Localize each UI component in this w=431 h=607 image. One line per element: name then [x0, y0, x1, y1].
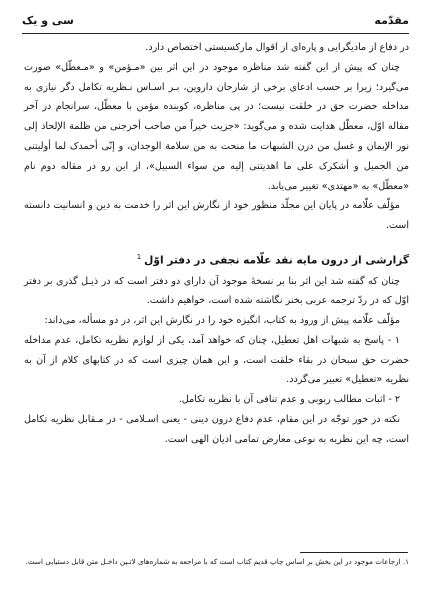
list-item: ۲ - اثبات مطالب ربوبی و عدم تنافی آن با نظریه تکامل. [178, 394, 400, 406]
paragraph: مؤلّف علّامه پیش از ورود به کتاب، انگیزه خود را در نگارش این اثر، در دو مسأله، می‌داند: [44, 315, 400, 327]
header-rule [22, 33, 409, 34]
footnote: ۱. ارجاعات موجود در این بخش بر اساس چاپ قدیم کتاب است که با مراجعه به شماره‌های لاتـین داخـل متن قابل دستیابی است. [25, 557, 409, 566]
paragraph: نکته در خور توجّه در این مقام، عدم دفاع درون دینی - یعنی اسـلامی - در مـقابل نظریه تکامل است، چه این نظریه به نوعی معارض تمامی ادیان الهی است. [24, 414, 409, 445]
paragraph: چنان که پیش از این گفته شد مناظره موجود در این اثر بین «مـؤمن» و «مـعطّل» صورت می‌گیرد؛ زیرا بر حسب ادعای برخی از شارحان داروین، بـر اسـاس نـظریه تکامل دگر نیازی به مداخله حضرت حق در خلقت نیست؛ در پی مناظره‌، کوبنده مؤمن با معطّل، سرانجام در آخر مقاله اوّل، معطّل هدایت شده و می‌گوید: «جزیت خیراً من صاحب أخرجنی من ظلمة الإلحاد إلى نور الإیمان و غسل من درن الشبهات ما منحت به من سلامة الوجدان، و إنّی أحمدک لما أولیتنی من الجمیل و أشکرک علی ما اهدیتنی إلیه من سواء السبیل»، از این رو در مقاله دوم نام «معطّل» به «مهتدی» تغییر می‌یابد. [24, 61, 409, 192]
footnote-marker: 1 [136, 252, 142, 261]
footnote-rule [300, 552, 408, 553]
paragraph: چنان که گفته شد این اثر بنا بر نسخهٔ موجود آن دارای دو دفتر است که در ذیـل گذری بر دفتر اوّل که در ردّ ترجمه عربی بخنر نگاشته شده است، خواهیم داشت. [24, 275, 409, 307]
paragraph: در دفاع از مادیگرایی و پاره‌ای از اقوال مارکسیستی اختصاص دارد. [145, 42, 409, 53]
section-spacer [24, 236, 409, 246]
section-heading-text: گزارشی از درون مایه نقد علّامه نجفی در دفتر اوّل [144, 254, 409, 267]
running-title: مقدّمه [374, 14, 409, 27]
paragraph: مؤلّف علّامه در پایان این مجلّد منظور خود از نگارش این اثر را خدمت به دین و انسانیت دانسته است. [24, 200, 409, 232]
section-heading [24, 246, 409, 272]
running-header [22, 14, 409, 30]
list-item: ۱ - پاسخ به شبهات اهل تعطیل، چنان که خواهد آمد، یکی از لوازم نظریه تکامل، عدم مداخله حضرت حق سبحان در بقاء خلقت است، و این همان چیزی است که در کتابهای کلام از آن به نظریه «تعطیل» تعبیر می‌گردد. [24, 334, 409, 386]
page-number: سی و یک [22, 14, 74, 27]
page-body [24, 38, 409, 450]
